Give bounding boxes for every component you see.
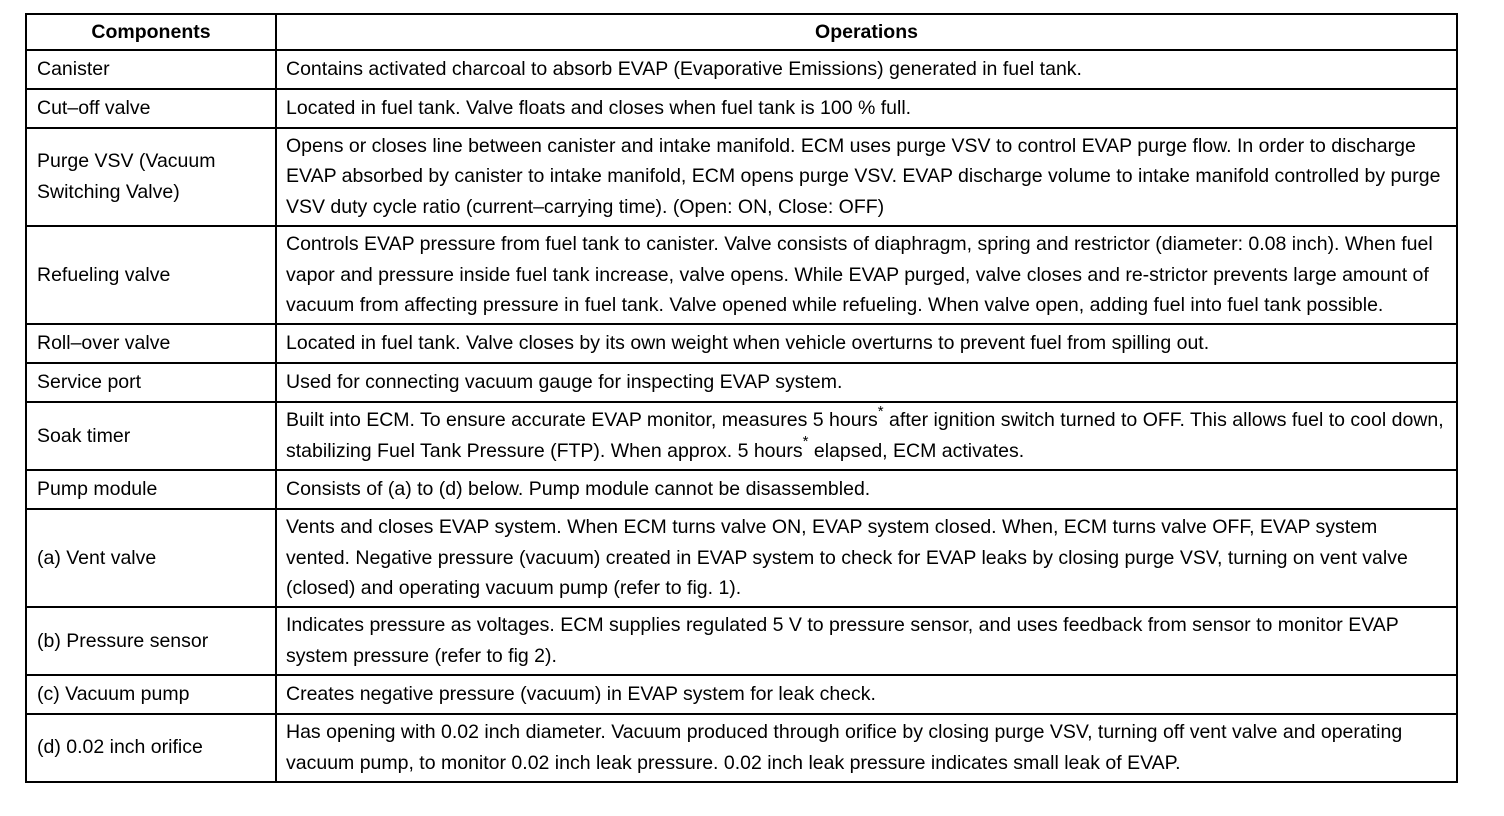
table-row xyxy=(26,50,1457,89)
component-cell: Canister xyxy=(26,50,276,89)
component-cell: Purge VSV (Vacuum Switching Valve) xyxy=(26,128,276,226)
table-row xyxy=(26,509,1457,607)
operation-cell: Contains activated charcoal to absorb EVAP (Evaporative Emissions) generated in fuel tank. xyxy=(276,50,1457,89)
table-row xyxy=(26,128,1457,226)
table-row xyxy=(26,607,1457,675)
operation-cell: Consists of (a) to (d) below. Pump module cannot be disassembled. xyxy=(276,470,1457,509)
component-cell: (d) 0.02 inch orifice xyxy=(26,714,276,782)
table-row xyxy=(26,714,1457,782)
table-row xyxy=(26,675,1457,714)
table-row xyxy=(26,470,1457,509)
table-row xyxy=(26,402,1457,470)
table-row xyxy=(26,89,1457,128)
operation-cell: Vents and closes EVAP system. When ECM turns valve ON, EVAP system closed. When, ECM turns valve OFF, EVAP system vented. Negative pressure (vacuum) created in EVAP system to check for EVAP leaks by closing purge VSV, turning on vent valve (closed) and operating vacuum pump (refer to fig. 1). xyxy=(276,509,1457,607)
table-row xyxy=(26,324,1457,363)
operation-cell: Used for connecting vacuum gauge for inspecting EVAP system. xyxy=(276,363,1457,402)
header-row xyxy=(26,14,1457,50)
components-header: Components xyxy=(26,14,276,50)
operation-cell: Indicates pressure as voltages. ECM supplies regulated 5 V to pressure sensor, and uses feedback from sensor to monitor EVAP system pressure (refer to fig 2). xyxy=(276,607,1457,675)
asterisk-note-mark: * xyxy=(802,433,809,451)
operation-cell xyxy=(276,402,1457,470)
component-cell: Service port xyxy=(26,363,276,402)
operation-cell: Has opening with 0.02 inch diameter. Vacuum produced through orifice by closing purge VSV, turning off vent valve and operating vacuum pump, to monitor 0.02 inch leak pressure. 0.02 inch leak pressure indicates small leak of EVAP. xyxy=(276,714,1457,782)
component-cell: Soak timer xyxy=(26,402,276,470)
operation-text: Built into ECM. To ensure accurate EVAP monitor, measures 5 hours xyxy=(286,409,878,432)
components-operations-table xyxy=(25,13,1458,783)
table-row xyxy=(26,226,1457,324)
operation-cell: Located in fuel tank. Valve closes by its own weight when vehicle overturns to prevent fuel from spilling out. xyxy=(276,324,1457,363)
table-row xyxy=(26,363,1457,402)
operations-header: Operations xyxy=(276,14,1457,50)
component-cell: (c) Vacuum pump xyxy=(26,675,276,714)
operation-cell: Creates negative pressure (vacuum) in EVAP system for leak check. xyxy=(276,675,1457,714)
operation-text: after ignition switch turned to OFF. This allows fuel to cool down, stabilizing Fuel Tank Pressure (FTP). When approx. 5 hours xyxy=(286,409,1444,462)
component-cell: Cut–off valve xyxy=(26,89,276,128)
component-cell: (b) Pressure sensor xyxy=(26,607,276,675)
asterisk-note-mark: * xyxy=(877,402,884,420)
component-cell: Pump module xyxy=(26,470,276,509)
operation-cell: Located in fuel tank. Valve floats and closes when fuel tank is 100 % full. xyxy=(276,89,1457,128)
operation-text: elapsed, ECM activates. xyxy=(808,439,1025,462)
operation-cell: Opens or closes line between canister and intake manifold. ECM uses purge VSV to control EVAP purge flow. In order to discharge EVAP absorbed by canister to intake manifold, ECM opens purge VSV. EVAP discharge volume to intake manifold controlled by purge VSV duty cycle ratio (current–carrying time). (Open: ON, Close: OFF) xyxy=(276,128,1457,226)
operation-cell: Controls EVAP pressure from fuel tank to canister. Valve consists of diaphragm, spring and restrictor (diameter: 0.08 inch). When fuel vapor and pressure inside fuel tank increase, valve opens. While EVAP purged, valve closes and re-strictor prevents large amount of vacuum from affecting pressure in fuel tank. Valve opened while refueling. When valve open, adding fuel into fuel tank possible. xyxy=(276,226,1457,324)
component-cell: (a) Vent valve xyxy=(26,509,276,607)
component-cell: Roll–over valve xyxy=(26,324,276,363)
component-cell: Refueling valve xyxy=(26,226,276,324)
